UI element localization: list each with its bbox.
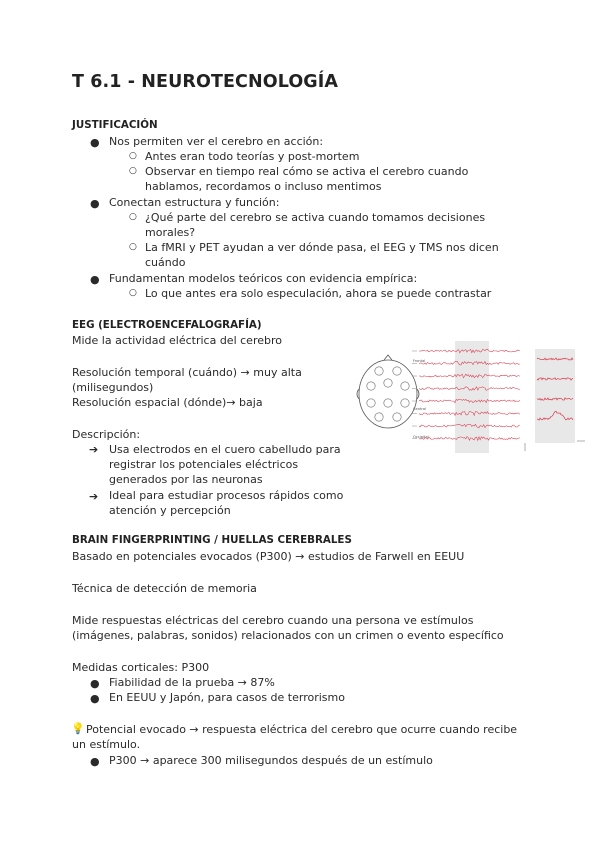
list-item-continued: cuándo (145, 256, 186, 269)
list-item: Ideal para estudiar procesos rápidos como (109, 489, 344, 502)
text-line: un estímulo. (72, 738, 141, 751)
arrow-icon: ➔ (89, 443, 99, 456)
eeg-figure (355, 331, 600, 453)
text-line: Medidas corticales: P300 (72, 661, 210, 674)
heading-eeg: EEG (ELECTROENCEFALOGRAFÍA) (72, 319, 262, 331)
text-line: (imágenes, palabras, sonidos) relacionados con un crimen o evento específico (72, 629, 504, 642)
list-item-continued: hablamos, recordamos o incluso mentimos (145, 180, 382, 193)
list-item: En EEUU y Japón, para casos de terrorismo (109, 691, 345, 704)
erp-panel-highlight (535, 349, 575, 443)
head-diagram-icon (357, 355, 419, 428)
list-item: Observar en tiempo real cómo se activa el cerebro cuando (145, 165, 469, 178)
lightbulb-icon: 💡 (71, 722, 85, 735)
list-item-continued: registrar los potenciales eléctricos (109, 458, 299, 471)
electrode-icon (375, 367, 383, 375)
sub-bullet-icon: ○ (129, 151, 137, 161)
heading-justificacion: JUSTIFICACIÓN (72, 119, 158, 131)
list-item: Antes eran todo teorías y post-mortem (145, 150, 360, 163)
text-line: Basado en potenciales evocados (P300) → estudios de Farwell en EEUU (72, 550, 465, 563)
text-line: Resolución temporal (cuándo) → muy alta (72, 366, 302, 379)
list-item: ¿Qué parte del cerebro se activa cuando tomamos decisiones (145, 211, 486, 224)
list-item: La fMRI y PET ayudan a ver dónde pasa, el EEG y TMS nos dicen (145, 241, 499, 254)
sub-bullet-icon: ○ (129, 288, 137, 298)
label-occipital: Occipital (413, 435, 429, 439)
arrow-icon: ➔ (89, 490, 99, 503)
list-item-continued: atención y percepción (109, 504, 231, 517)
page-title: T 6.1 - NEUROTECNOLOGÍA (72, 72, 339, 92)
list-item: Conectan estructura y función: (109, 196, 280, 209)
list-item-continued: generados por las neuronas (109, 473, 263, 486)
sub-bullet-icon: ○ (129, 166, 137, 176)
text-line: Técnica de detección de memoria (72, 582, 257, 595)
text-line: Descripción: (72, 428, 141, 441)
bullet-icon: ● (90, 273, 100, 286)
electrode-icon (401, 382, 409, 390)
time-window-highlight (455, 341, 489, 453)
list-item: Fiabilidad de la prueba → 87% (109, 676, 275, 689)
bullet-icon: ● (90, 755, 100, 768)
text-line: Mide respuestas eléctricas del cerebro cuando una persona ve estímulos (72, 614, 474, 627)
text-line: Mide la actividad eléctrica del cerebro (72, 334, 282, 347)
list-item: Nos permiten ver el cerebro en acción: (109, 135, 324, 148)
list-item-continued: morales? (145, 226, 196, 239)
heading-brain-fingerprinting: BRAIN FINGERPRINTING / HUELLAS CEREBRALES (72, 534, 352, 546)
electrode-icon (384, 379, 392, 387)
label-central: Central (413, 407, 427, 411)
list-item: Usa electrodos en el cuero cabelludo para (109, 443, 341, 456)
list-item: P300 → aparece 300 milisegundos después de un estímulo (109, 754, 433, 767)
electrode-icon (384, 399, 392, 407)
electrode-icon (401, 399, 409, 407)
electrode-icon (367, 399, 375, 407)
bullet-icon: ● (90, 136, 100, 149)
bullet-icon: ● (90, 692, 100, 705)
label-frontal: Frontal (413, 359, 426, 363)
bullet-icon: ● (90, 677, 100, 690)
electrode-icon (393, 367, 401, 375)
electrode-icon (393, 413, 401, 421)
text-line: Potencial evocado → respuesta eléctrica del cerebro que ocurre cuando recibe (86, 723, 518, 736)
sub-bullet-icon: ○ (129, 242, 137, 252)
electrodes (367, 367, 409, 421)
bullet-icon: ● (90, 197, 100, 210)
sub-bullet-icon: ○ (129, 212, 137, 222)
list-item: Lo que antes era solo especulación, ahora se puede contrastar (145, 287, 492, 300)
list-item: Fundamentan modelos teóricos con evidencia empírica: (109, 272, 418, 285)
text-line: (milisegundos) (72, 381, 154, 394)
electrode-icon (375, 413, 383, 421)
electrode-icon (367, 382, 375, 390)
text-line: Resolución espacial (dónde)→ baja (72, 396, 263, 409)
